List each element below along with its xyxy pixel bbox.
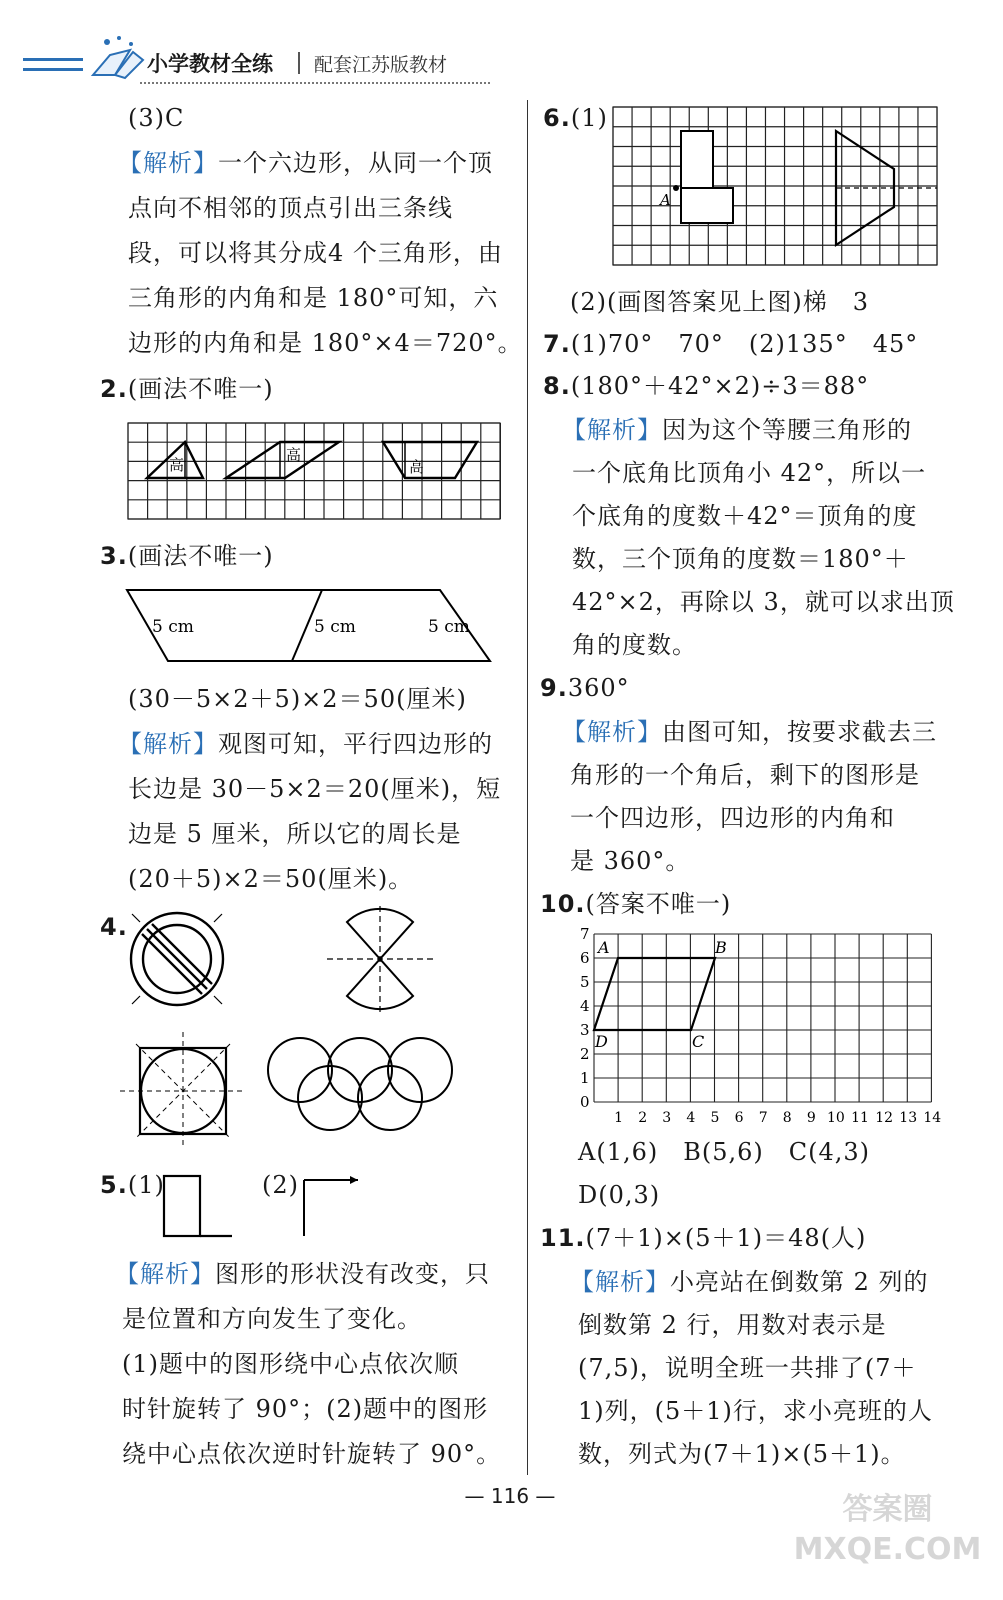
x-tick-label: 11 — [851, 1110, 869, 1126]
x-tick-label: 14 — [923, 1110, 942, 1126]
question-number: 8. — [543, 372, 571, 400]
analysis-tag: 【解析】 — [562, 416, 662, 444]
book-logo-icon — [15, 30, 155, 90]
column-divider — [527, 100, 528, 1475]
y-tick-label: 5 — [580, 973, 590, 991]
watermark: 答案圈 MXQE.COM — [793, 1492, 982, 1567]
q5-analysis-line-2: 是位置和方向发生了变化。 — [122, 1305, 422, 1333]
q6-point-a-label: A — [660, 191, 671, 209]
q11-analysis-line-4: 1)列，(5＋1)行，求小亮班的人 — [578, 1397, 933, 1425]
q8-analysis-line-2: 一个底角比顶角小 42°，所以一 — [572, 459, 927, 487]
q10-heading: 10.(答案不唯一) — [540, 890, 732, 918]
x-tick-label: 1 — [614, 1110, 624, 1126]
q5-analysis-line-5: 绕中心点依次逆时针旋转了 90°。 — [122, 1440, 502, 1468]
q2-height-label-1: 高 — [169, 456, 185, 474]
q2-parallelogram-2 — [383, 442, 477, 478]
q5-analysis-line-4: 时针旋转了 90°；(2)题中的图形 — [122, 1395, 489, 1423]
q4-number: 4. — [100, 913, 128, 941]
q10-point-c-label: C — [692, 1032, 705, 1051]
q9-analysis-line-1: 【解析】由图可知，按要求截去三 — [562, 718, 937, 746]
q5-analysis-line-3: (1)题中的图形绕中心点依次顺 — [122, 1350, 459, 1378]
q9-analysis-line-3: 一个四边形，四边形的内角和 — [570, 804, 895, 832]
q11-answer: 11.(7＋1)×(5＋1)＝48(人) — [540, 1224, 867, 1252]
x-tick-label: 6 — [734, 1110, 744, 1126]
x-tick-label: 10 — [827, 1110, 845, 1126]
q8-analysis-line-3: 个底角的度数＋42°＝顶角的度 — [572, 502, 918, 530]
q5-part2-label: (2) — [262, 1171, 299, 1199]
q11-analysis-line-2: 倒数第 2 行，用数对表示是 — [578, 1311, 887, 1339]
q8-analysis-line-4: 数，三个顶角的度数＝180°＋ — [572, 545, 909, 573]
question-number: 3. — [100, 542, 128, 570]
q10-coordinate-grid — [572, 926, 952, 1131]
x-tick-label: 4 — [686, 1110, 696, 1126]
q3-analysis-line-3: 边是 5 厘米，所以它的周长是 — [128, 820, 462, 848]
question-number: 6. — [543, 104, 571, 132]
q9-analysis-line-4: 是 360°。 — [570, 847, 691, 875]
q3-label-1: 5 cm — [152, 617, 194, 637]
q10-parallelogram — [594, 958, 715, 1030]
q4-figure-4 — [265, 1035, 455, 1135]
q11-analysis-line-3: (7,5)，说明全班一共排了(7＋ — [578, 1354, 917, 1382]
q1-analysis-line-2: 点向不相邻的顶点引出三条线 — [128, 194, 453, 222]
q10-answer-line-2: D(0,3) — [578, 1181, 661, 1209]
x-tick-label: 13 — [899, 1110, 918, 1126]
q10-point-a-label: A — [598, 938, 610, 957]
y-tick-label: 7 — [580, 926, 590, 943]
q7-answer: 7.(1)70° 70° (2)135° 45° — [543, 330, 919, 358]
q5-heading: 5.(1) — [100, 1171, 165, 1199]
x-tick-label: 3 — [662, 1110, 672, 1126]
q8-analysis-line-6: 角的度数。 — [572, 631, 697, 659]
y-tick-label: 3 — [580, 1021, 590, 1039]
q3-heading: 3.(画法不唯一) — [100, 542, 274, 570]
y-tick-label: 1 — [580, 1069, 590, 1087]
q1-analysis-line-5: 边形的内角和是 180°×4＝720°。 — [128, 329, 523, 357]
header-divider — [298, 52, 300, 74]
q4-figure-3 — [118, 1030, 248, 1150]
q6-part2: (2)(画图答案见上图)梯 3 — [570, 288, 869, 316]
q3-label-3: 5 cm — [428, 617, 470, 637]
q3-formula: (30－5×2＋5)×2＝50(厘米) — [128, 685, 467, 713]
q3-analysis-line-4: (20＋5)×2＝50(厘米)。 — [128, 865, 414, 893]
q3-analysis-line-2: 长边是 30－5×2＝20(厘米)，短 — [128, 775, 502, 803]
y-tick-label: 2 — [580, 1045, 590, 1063]
q11-analysis-line-1: 【解析】小亮站在倒数第 2 列的 — [570, 1268, 929, 1296]
q2-height-label-2: 高 — [286, 446, 302, 464]
question-number: 5. — [100, 1171, 128, 1199]
x-tick-label: 2 — [638, 1110, 648, 1126]
q11-analysis-line-5: 数，列式为(7＋1)×(5＋1)。 — [578, 1440, 906, 1468]
analysis-tag: 【解析】 — [118, 149, 218, 177]
q2-height-label-3: 高 — [409, 458, 425, 476]
header-title: 小学教材全练 — [147, 52, 273, 76]
question-number: 9. — [540, 674, 568, 702]
q3-label-2: 5 cm — [314, 617, 356, 637]
x-tick-label: 9 — [806, 1110, 816, 1126]
header-underline — [140, 82, 490, 85]
q8-analysis-line-5: 42°×2，再除以 3，就可以求出顶 — [572, 588, 955, 616]
q10-answer-line-1: A(1,6) B(5,6) C(4,3) — [578, 1138, 871, 1166]
q10-point-b-label: B — [715, 938, 727, 957]
y-tick-label: 0 — [580, 1093, 590, 1111]
q3-parallelogram-figure — [122, 586, 502, 666]
header-subtitle: 配套江苏版教材 — [314, 54, 448, 76]
q10-point-d-label: D — [595, 1032, 608, 1051]
question-number: 11. — [540, 1224, 586, 1252]
q1-part3-answer: (3)C — [128, 104, 185, 132]
q2-parallelogram-1 — [226, 442, 339, 478]
y-tick-label: 6 — [580, 949, 590, 967]
q6-heading: 6.(1) — [543, 104, 608, 132]
q2-heading: 2.(画法不唯一) — [100, 375, 274, 403]
analysis-tag: 【解析】 — [118, 730, 218, 758]
q4-figure-1 — [122, 904, 232, 1014]
analysis-tag: 【解析】 — [570, 1268, 670, 1296]
q8-analysis-line-1: 【解析】因为这个等腰三角形的 — [562, 416, 912, 444]
analysis-tag: 【解析】 — [562, 718, 662, 746]
question-number: 7. — [543, 330, 571, 358]
x-tick-label: 12 — [875, 1110, 894, 1126]
q6-grid-figure — [610, 104, 942, 270]
analysis-tag: 【解析】 — [115, 1260, 215, 1288]
q4-figure-2 — [325, 904, 435, 1014]
q6-rect-cover — [682, 189, 732, 222]
q5-figure-1 — [160, 1170, 240, 1240]
q5-figure-2 — [298, 1170, 368, 1240]
q1-analysis-line-3: 段，可以将其分成4 个三角形，由 — [128, 239, 503, 267]
q9-answer: 9.360° — [540, 674, 630, 702]
q6-rect-top — [681, 131, 713, 188]
question-number: 2. — [100, 375, 128, 403]
q1-analysis-line-4: 三角形的内角和是 180°可知，六 — [128, 284, 499, 312]
q8-answer: 8.(180°＋42°×2)÷3＝88° — [543, 372, 870, 400]
q9-analysis-line-2: 角形的一个角后，剩下的图形是 — [570, 761, 920, 789]
x-tick-label: 8 — [782, 1110, 792, 1126]
y-tick-label: 4 — [580, 997, 590, 1015]
x-tick-label: 5 — [710, 1110, 720, 1126]
page-header — [0, 30, 1003, 90]
q3-analysis-line-1: 【解析】观图可知，平行四边形的 — [118, 730, 493, 758]
q5-analysis-line-1: 【解析】图形的形状没有改变，只 — [115, 1260, 490, 1288]
q2-grid-figure — [125, 420, 505, 524]
q6-point-a — [673, 185, 679, 191]
x-tick-label: 7 — [758, 1110, 768, 1126]
question-number: 10. — [540, 890, 586, 918]
page-number: — 116 — — [464, 1484, 556, 1508]
q1-analysis-line-1: 【解析】一个六边形，从同一个顶 — [118, 149, 493, 177]
